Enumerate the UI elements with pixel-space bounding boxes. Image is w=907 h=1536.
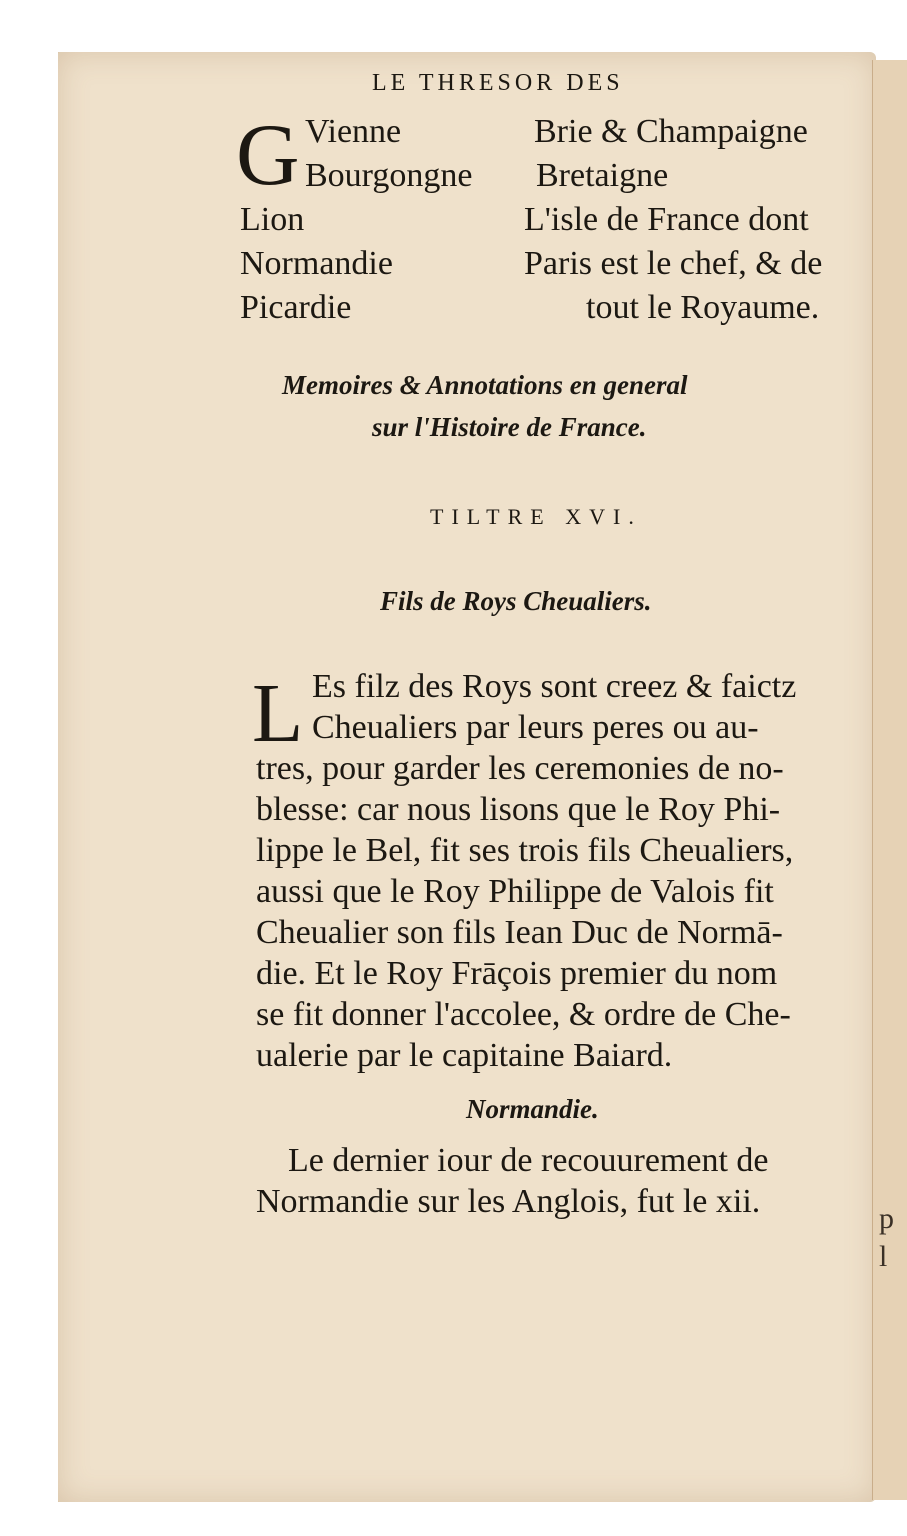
paragraph-line: lippe le Bel, fit ses trois fils Cheualiers, (256, 832, 794, 869)
running-head: LE THRESOR DES (372, 70, 624, 96)
closing-line: Le dernier iour de recouurement de (288, 1142, 769, 1179)
paragraph-line: Cheualiers par leurs peres ou au- (312, 709, 759, 746)
drop-cap-l: L (252, 667, 304, 760)
paragraph-line: ualerie par le capitaine Baiard. (256, 1037, 673, 1074)
section-heading-line-2: sur l'Histoire de France. (372, 412, 647, 442)
province-left-3: Lion (240, 201, 305, 238)
paragraph-line: se fit donner l'accolee, & ordre de Che- (256, 996, 791, 1033)
province-left-1: Vienne (305, 113, 402, 150)
section-heading-line-1: Memoires & Annotations en general (282, 370, 688, 400)
paragraph-line: blesse: car nous lisons que le Roy Phi- (256, 791, 781, 828)
paragraph-line: tres, pour garder les ceremonies de no- (256, 750, 784, 787)
province-left-2: Bourgongne (305, 157, 473, 194)
facing-page-fragment: l (879, 1240, 888, 1273)
paragraph-line: aussi que le Roy Philippe de Valois fit (256, 873, 774, 910)
paragraph-line: Cheualier son fils Iean Duc de Normā- (256, 914, 783, 951)
closing-line: Normandie sur les Anglois, fut le xii. (256, 1183, 761, 1220)
normandie-heading: Normandie. (466, 1094, 599, 1124)
drop-cap-g: G (236, 107, 300, 204)
province-left-5: Picardie (240, 289, 352, 326)
facing-page-fragment: p (879, 1202, 894, 1235)
paragraph-line: die. Et le Roy Frāçois premier du nom (256, 955, 778, 992)
province-left-4: Normandie (240, 245, 393, 282)
facing-page-edge (872, 60, 907, 1500)
province-right-1: Brie & Champaigne (534, 113, 808, 150)
province-right-5: tout le Royaume. (586, 289, 820, 326)
titre-heading: TILTRE XVI. (430, 504, 642, 529)
province-right-3: L'isle de France dont (524, 201, 809, 238)
paragraph-line: Es filz des Roys sont creez & faictz (312, 668, 797, 705)
province-right-2: Bretaigne (536, 157, 669, 194)
province-right-4: Paris est le chef, & de (524, 245, 823, 282)
chapter-subheading: Fils de Roys Cheualiers. (380, 586, 652, 616)
